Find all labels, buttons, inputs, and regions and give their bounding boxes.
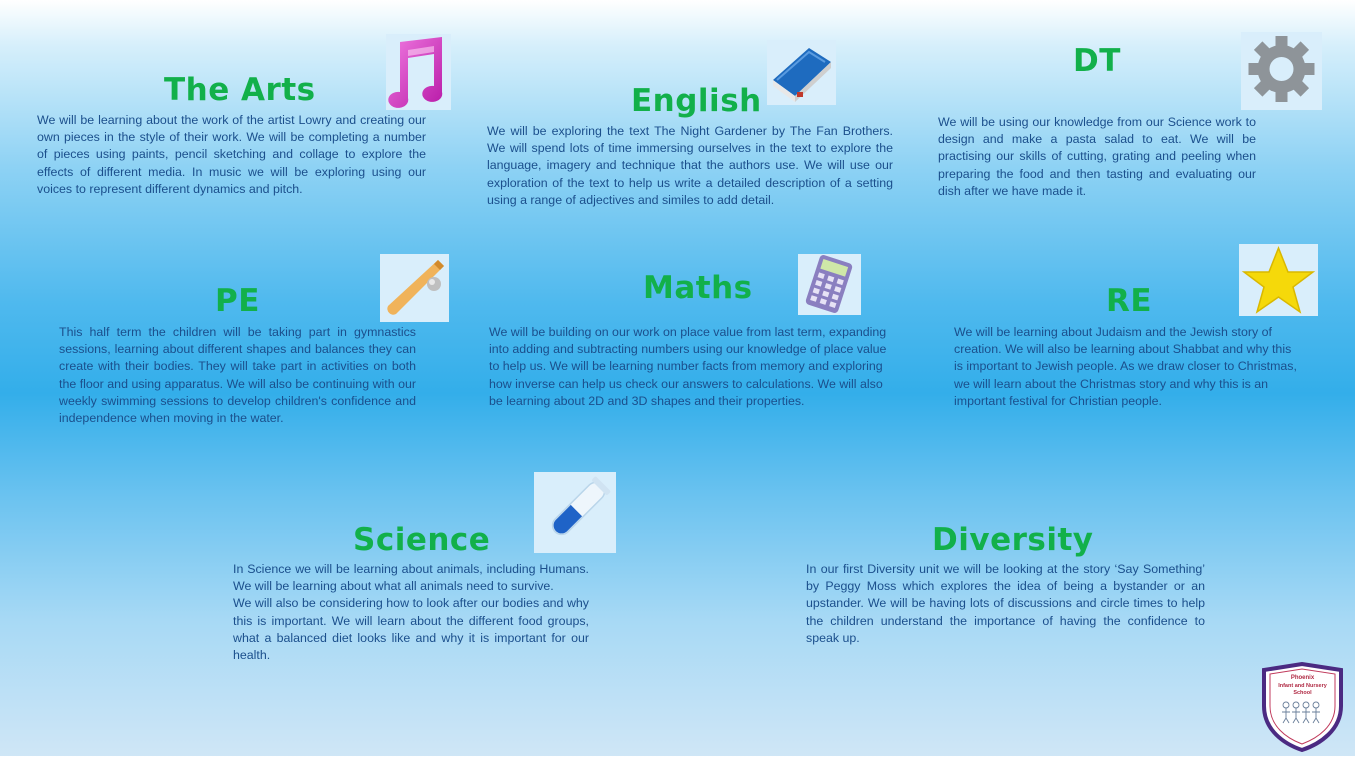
test-tube-icon (534, 472, 616, 553)
star-icon (1239, 244, 1318, 316)
school-crest (1260, 662, 1345, 752)
arts-title: The Arts (164, 72, 316, 108)
maths-text: We will be building on our work on place value from last term, expanding into adding and subtracting numbers using our knowledge of place value to help us. We will be learning number facts from memory and exploring how inverse can help us check our answers to calculations. We will also be learning about 2D and 3D shapes and their properties. (489, 325, 887, 408)
pe-title: PE (215, 283, 260, 319)
calculator-icon (798, 254, 861, 315)
science-text-1: In Science we will be learning about animals, including Humans. We will be learning about what all animals need to survive. (233, 562, 589, 594)
crest-line-2: Infant and Nursery (1278, 683, 1327, 689)
book-icon (767, 40, 836, 105)
crest-line-1: Phoenix (1290, 675, 1315, 681)
crest-line-3: School (1293, 690, 1312, 696)
diversity-title: Diversity (932, 522, 1094, 558)
science-title: Science (353, 522, 491, 558)
pe-text: This half term the children will be taking part in gymnastics sessions, learning about different shapes and balances they can create with their bodies. They will take part in activities on both the floor and using apparatus. We will also be continuing with our weekly swimming sessions to develop children's confidence and independence when moving in the water. (59, 325, 416, 426)
english-text: We will be exploring the text The Night Gardener by The Fan Brothers. We will spend lots of time immersing ourselves in the text to explore the language, imagery and technique that the authors use. We will use our exploration of the text to help us write a detailed description of a setting using a range of adjectives and similes to add detail. (487, 124, 893, 207)
english-title: English (631, 83, 762, 119)
dt-title: DT (1073, 43, 1121, 79)
gear-icon (1241, 32, 1322, 110)
arts-text: We will be learning about the work of the artist Lowry and creating our own pieces in the style of their work. We will be completing a number of pieces using paints, pencil sketching and collage to explore the effects of different media. In music we will be exploring using our voices to represent different dynamics and pitch. (37, 113, 426, 196)
science-text (233, 561, 589, 664)
science-text-2: We will also be considering how to look after our bodies and why this is important. We will learn about the different food groups, what a balanced diet looks like and why it is important for our health. (233, 596, 589, 663)
dt-text: We will be using our knowledge from our Science work to design and make a pasta salad to eat. We will be practising our skills of cutting, grating and peeling when preparing the food and then tasting and evaluating our dish after we have made it. (938, 115, 1256, 198)
re-text: We will be learning about Judaism and the Jewish story of creation. We will also be learning about Shabbat and why this is important to Jewish people. As we draw closer to Christmas, we will learn about the Christmas story and why this is an important festival for Christian people. (954, 325, 1297, 408)
bat-and-ball-icon (380, 254, 449, 322)
maths-title: Maths (643, 270, 753, 306)
diversity-text: In our first Diversity unit we will be looking at the story ‘Say Something’ by Peggy Moss which explores the idea of being a bystander or an upstander. We will be having lots of discussions and circle times to help the children understand the importance of having the confidence to speak up. (806, 562, 1205, 645)
re-title: RE (1106, 283, 1153, 319)
music-note-icon (386, 34, 451, 110)
